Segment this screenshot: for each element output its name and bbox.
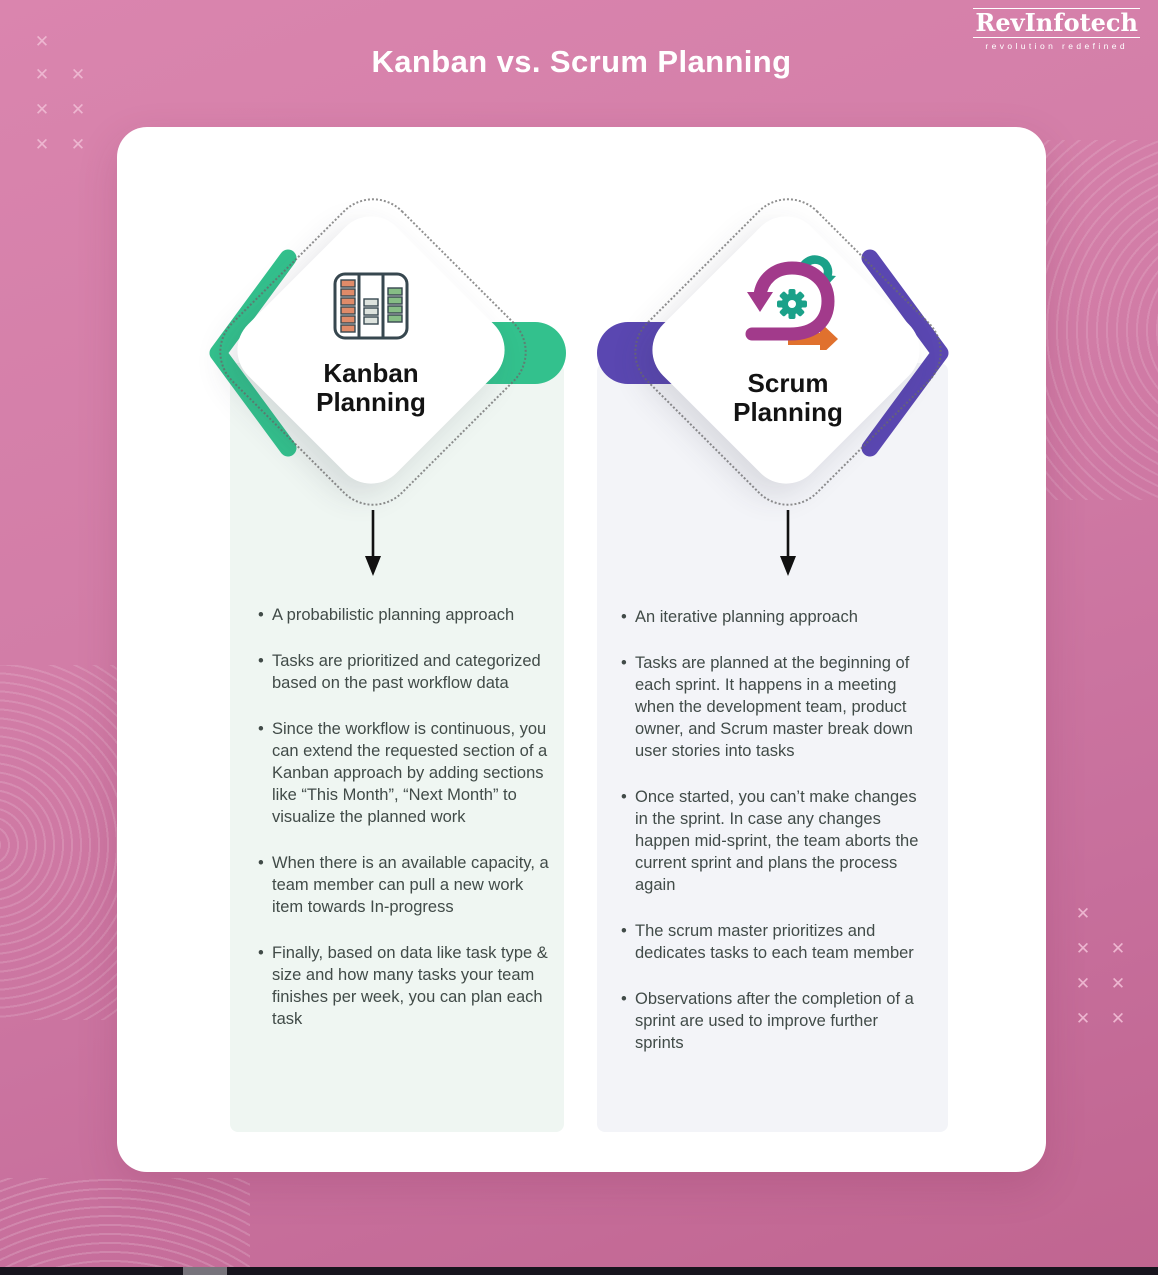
x-mark-icon bbox=[69, 66, 87, 84]
list-item: • A probabilistic planning approach bbox=[258, 604, 552, 626]
kanban-heading bbox=[251, 359, 491, 417]
scrum-bullet-list bbox=[621, 606, 928, 1078]
x-mark-icon bbox=[1074, 940, 1092, 958]
kanban-bullet-list bbox=[258, 604, 552, 1054]
concentric-rings-decoration bbox=[0, 665, 135, 1020]
x-mark-icon bbox=[33, 33, 51, 51]
x-mark-icon bbox=[33, 66, 51, 84]
list-item: • Finally, based on data like task type & size and how many tasks your team finishes per week, you can plan each task bbox=[258, 942, 552, 1030]
bottom-scrubber-bar[interactable] bbox=[0, 1267, 1158, 1275]
scrum-heading-line1: Scrum bbox=[747, 368, 829, 398]
scrum-sprint-icon bbox=[736, 254, 840, 350]
scrubber-segment[interactable] bbox=[183, 1267, 227, 1275]
brand-name: RevInfotech bbox=[975, 8, 1138, 37]
scrum-heading-line2: Planning bbox=[733, 397, 843, 428]
list-item: • Once started, you can’t make changes in the sprint. In case any changes happen mid-sprint, the team aborts the current sprint and plans the process again bbox=[621, 786, 928, 896]
concentric-rings-decoration bbox=[1038, 140, 1158, 500]
page-title: Kanban vs. Scrum Planning bbox=[371, 44, 792, 79]
concentric-rings-decoration bbox=[0, 1178, 250, 1275]
x-mark-icon bbox=[1109, 940, 1127, 958]
kanban-heading-line2: Planning bbox=[316, 387, 426, 418]
x-mark-icon bbox=[1109, 1010, 1127, 1028]
list-item: • Tasks are planned at the beginning of each sprint. It happens in a meeting when the development team, product owner, and Scrum master break down user stories into tasks bbox=[621, 652, 928, 762]
scrum-diamond-content bbox=[668, 254, 908, 427]
brand-tagline: revolution redefined bbox=[985, 41, 1129, 52]
down-arrow-icon bbox=[777, 508, 799, 578]
kanban-diamond-content bbox=[251, 272, 491, 417]
kanban-board-icon bbox=[333, 272, 409, 340]
x-mark-icon bbox=[69, 136, 87, 154]
x-mark-icon bbox=[1109, 975, 1127, 993]
x-mark-icon bbox=[69, 101, 87, 119]
down-arrow-icon bbox=[362, 508, 384, 578]
list-item: • Observations after the completion of a sprint are used to improve further sprints bbox=[621, 988, 928, 1054]
x-mark-icon bbox=[1074, 1010, 1092, 1028]
list-item: • Tasks are prioritized and categorized based on the past workflow data bbox=[258, 650, 552, 694]
x-mark-icon bbox=[1074, 975, 1092, 993]
list-item: • The scrum master prioritizes and dedicates tasks to each team member bbox=[621, 920, 928, 964]
x-mark-icon bbox=[33, 136, 51, 154]
x-mark-icon bbox=[33, 101, 51, 119]
scrum-heading bbox=[668, 369, 908, 427]
list-item: • When there is an available capacity, a team member can pull a new work item towards In-progress bbox=[258, 852, 552, 918]
list-item: • Since the workflow is continuous, you can extend the requested section of a Kanban approach by adding sections like “This Month”, “Next Month” to visualize the planned work bbox=[258, 718, 552, 828]
x-mark-icon bbox=[1074, 905, 1092, 923]
list-item: • An iterative planning approach bbox=[621, 606, 928, 628]
kanban-heading-line1: Kanban bbox=[323, 358, 419, 388]
